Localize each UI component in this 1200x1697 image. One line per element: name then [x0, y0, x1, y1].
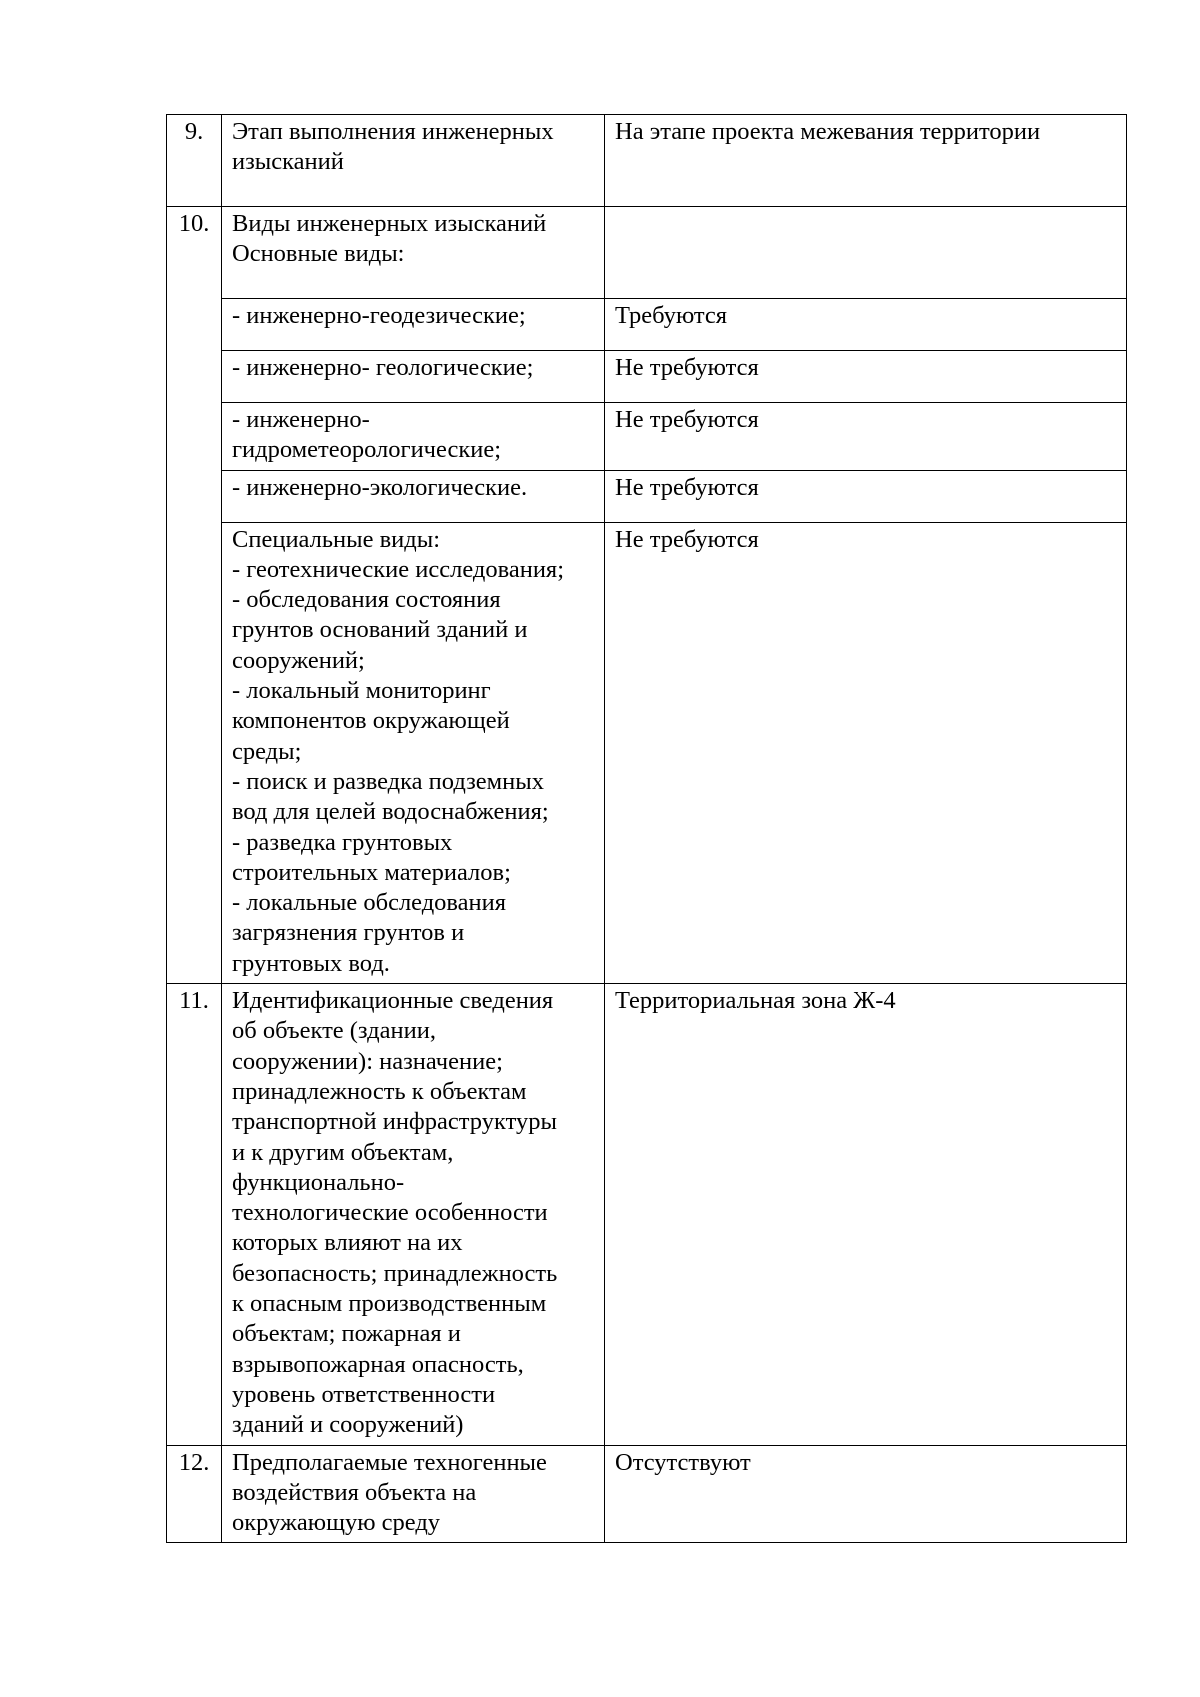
- subrow-label: - инженерно-экологические.: [222, 470, 605, 522]
- row-number-continuation: [167, 470, 222, 522]
- row-label: Идентификационные сведения об объекте (здании, сооружении): назначение; принадлежность к объектам транспортной инфраструктуры и к другим объектам, функционально- технологические особенности которых влияют на их безопасность; принадлежность к опасным производственным объектам; пожарная и взрывопожарная опасность, уровень ответственности зданий и сооружений): [222, 984, 605, 1445]
- row-label: Этап выполнения инженерных изысканий: [222, 115, 605, 207]
- table-row-9: [167, 115, 1127, 207]
- row-number-continuation: [167, 403, 222, 471]
- subrow-label: - инженерно- геологические;: [222, 351, 605, 403]
- row-number-continuation: [167, 522, 222, 983]
- subrow-value: Не требуются: [605, 351, 1127, 403]
- subrow-value: Не требуются: [605, 522, 1127, 983]
- row-number-continuation: [167, 299, 222, 351]
- table-subrow: [167, 403, 1127, 471]
- subrow-value: Требуются: [605, 299, 1127, 351]
- subrow-value: Не требуются: [605, 470, 1127, 522]
- subrow-label: Специальные виды: - геотехнические исследования; - обследования состояния грунтов оснований зданий и сооружений; - локальный мониторинг компонентов окружающей среды; - поиск и разведка подземных вод для целей водоснабжения; - разведка грунтовых строительных материалов; - локальные обследования загрязнения грунтов и грунтовых вод.: [222, 522, 605, 983]
- table-subrow: [167, 299, 1127, 351]
- table-row-10: [167, 207, 1127, 299]
- subrow-value: Не требуются: [605, 403, 1127, 471]
- table-row-11: [167, 984, 1127, 1445]
- row-value: На этапе проекта межевания территории: [605, 115, 1127, 207]
- subrow-label: - инженерно-геодезические;: [222, 299, 605, 351]
- row-number: 9.: [167, 115, 222, 207]
- requirements-table: [166, 114, 1127, 1543]
- table-subrow: [167, 470, 1127, 522]
- table-subrow: [167, 351, 1127, 403]
- row-value: Территориальная зона Ж-4: [605, 984, 1127, 1445]
- row-value: Отсутствуют: [605, 1445, 1127, 1543]
- table-subrow: [167, 522, 1127, 983]
- row-number-continuation: [167, 351, 222, 403]
- row-number: 11.: [167, 984, 222, 1445]
- row-value: [605, 207, 1127, 299]
- row-number: 12.: [167, 1445, 222, 1543]
- row-label: Виды инженерных изысканий Основные виды:: [222, 207, 605, 299]
- table-row-12: [167, 1445, 1127, 1543]
- subrow-label: - инженерно- гидрометеорологические;: [222, 403, 605, 471]
- row-label: Предполагаемые техногенные воздействия объекта на окружающую среду: [222, 1445, 605, 1543]
- row-number: 10.: [167, 207, 222, 299]
